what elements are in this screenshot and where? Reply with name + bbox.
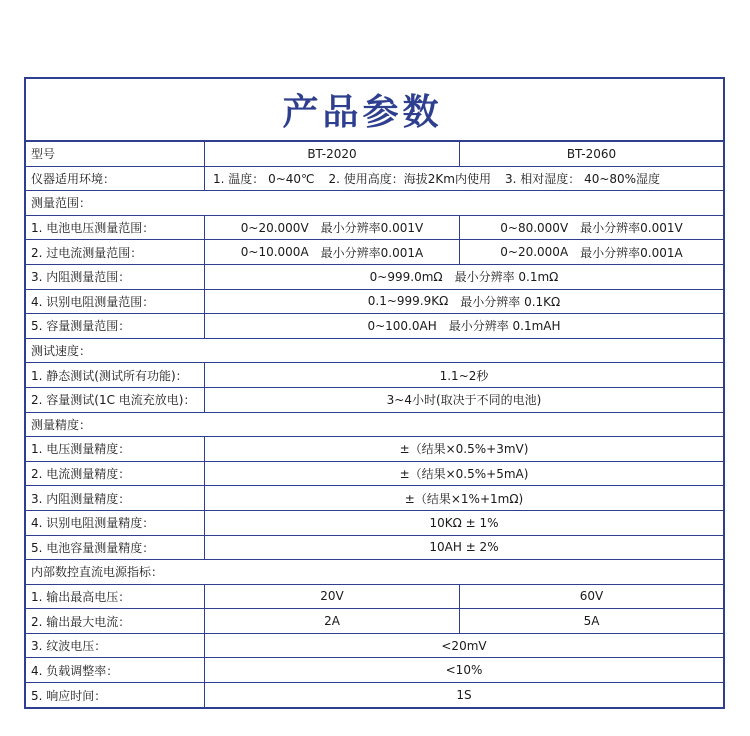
range-voltage-a-range: 0~20.000V (240, 220, 309, 235)
range-internal-res: 最小分辨率 0.1mΩ (454, 270, 559, 285)
range-idres-range: 0.1~999.9KΩ (367, 294, 449, 309)
section-power-label: 内部数控直流电源指标： (31, 565, 164, 580)
acc-internal-row (26, 486, 723, 511)
range-current-a-res: 最小分辨率0.001A (320, 245, 424, 260)
section-range (26, 191, 723, 216)
speed-capacity-value: 3~4小时(取决于不同的电池) (386, 393, 542, 408)
range-capacity-label: 5. 容量测量范围： (26, 314, 205, 338)
range-current-b (460, 240, 723, 264)
range-voltage-a (205, 216, 460, 240)
speed-capacity-label: 2. 容量测试(1C 电流充放电)： (26, 388, 205, 412)
acc-voltage-value: ±（结果×0.5%+3mV) (399, 442, 529, 457)
env-humidity: 3. 相对湿度： 40~80%湿度 (504, 171, 661, 186)
section-range-label: 测量范围： (31, 196, 92, 211)
model-a: BT-2020 (205, 142, 460, 166)
acc-capacity-row (26, 536, 723, 561)
power-voltage-a: 20V (205, 585, 460, 609)
section-speed (26, 339, 723, 364)
power-current-b: 5A (583, 614, 600, 629)
env-label: 仪器适用环境： (26, 167, 205, 191)
acc-idres-value: 10KΩ ± 1% (429, 515, 499, 530)
acc-internal-label: 3. 内阻测量精度： (26, 486, 205, 510)
acc-internal-value: ±（结果×1%+1mΩ) (404, 491, 524, 506)
range-voltage-b (460, 216, 723, 240)
range-internal-value (205, 265, 723, 289)
range-voltage-b-res: 最小分辨率0.001V (580, 221, 683, 236)
model-row (26, 142, 723, 167)
acc-voltage-label: 1. 电压测量精度： (26, 437, 205, 461)
acc-current-label: 2. 电流测量精度： (26, 462, 205, 486)
acc-current-row (26, 462, 723, 487)
range-voltage-a-res: 最小分辨率0.001V (320, 221, 424, 236)
power-voltage-label: 1. 输出最高电压： (26, 585, 205, 609)
range-voltage-label: 1. 电池电压测量范围： (26, 216, 205, 240)
range-current-label: 2. 过电流测量范围： (26, 240, 205, 264)
range-voltage-b-range: 0~80.000V (500, 220, 569, 235)
env-values (205, 167, 723, 191)
power-response-label: 5. 响应时间： (26, 683, 205, 708)
power-current-a: 2A (205, 609, 460, 633)
power-ripple-row (26, 634, 723, 659)
range-idres-label: 4. 识别电阻测量范围： (26, 290, 205, 314)
range-idres-res: 最小分辨率 0.1KΩ (460, 294, 561, 309)
acc-idres-label: 4. 识别电阻测量精度： (26, 511, 205, 535)
range-current-b-range: 0~20.000A (500, 245, 569, 260)
spec-table (24, 77, 725, 709)
section-power (26, 560, 723, 585)
title-row (26, 79, 723, 142)
acc-current-value: ±（结果×0.5%+5mA) (399, 467, 529, 482)
range-internal-range: 0~999.0mΩ (369, 269, 443, 284)
power-ripple-label: 3. 纹波电压： (26, 634, 205, 658)
acc-capacity-label: 5. 电池容量测量精度： (26, 536, 205, 560)
range-current-row (26, 240, 723, 265)
power-current-row (26, 609, 723, 634)
section-accuracy-label: 测量精度： (31, 417, 92, 432)
range-capacity-res: 最小分辨率 0.1mAH (448, 319, 561, 334)
speed-static-row (26, 363, 723, 388)
env-row (26, 167, 723, 192)
section-accuracy (26, 413, 723, 438)
range-capacity-range: 0~100.0AH (367, 318, 437, 333)
page-title: 产品参数 (282, 92, 443, 133)
power-voltage-b: 60V (579, 589, 604, 604)
power-response-value: 1S (456, 688, 472, 703)
range-current-b-res: 最小分辨率0.001A (580, 245, 683, 260)
power-loadreg-row (26, 658, 723, 683)
range-capacity-row (26, 314, 723, 339)
range-idres-value (205, 290, 723, 314)
speed-static-value: 1.1~2秒 (439, 368, 489, 383)
power-loadreg-label: 4. 负载调整率： (26, 658, 205, 682)
section-speed-label: 测试速度： (31, 344, 92, 359)
power-voltage-row (26, 585, 723, 610)
env-altitude: 2. 使用高度：海拔2Km内使用 (328, 171, 491, 186)
range-internal-label: 3. 内阻测量范围： (26, 265, 205, 289)
speed-capacity-row (26, 388, 723, 413)
range-current-a-range: 0~10.000A (240, 245, 309, 260)
power-response-row (26, 683, 723, 708)
env-temp: 1. 温度： 0~40℃ (213, 171, 315, 186)
power-ripple-value: <20mV (441, 638, 487, 653)
power-current-label: 2. 输出最大电流： (26, 609, 205, 633)
acc-capacity-value: 10AH ± 2% (429, 540, 499, 555)
power-loadreg-value: <10% (445, 663, 483, 678)
range-idres-row (26, 290, 723, 315)
speed-static-label: 1. 静态测试(测试所有功能)： (26, 363, 205, 387)
acc-idres-row (26, 511, 723, 536)
range-voltage-row (26, 216, 723, 241)
range-internal-row (26, 265, 723, 290)
range-capacity-value (205, 314, 723, 338)
acc-voltage-row (26, 437, 723, 462)
model-label: 型号 (26, 142, 205, 166)
range-current-a (205, 240, 460, 264)
model-b: BT-2060 (566, 146, 617, 161)
